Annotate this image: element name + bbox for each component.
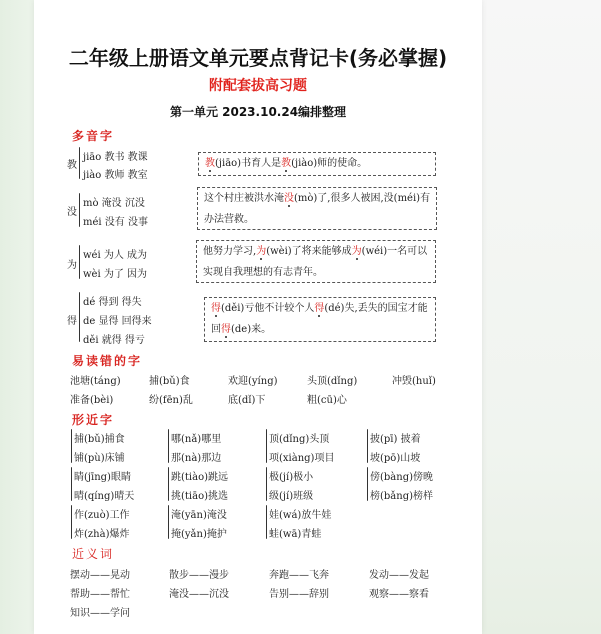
similar-char: 项(xiàng)项目: [269, 453, 335, 464]
polyphone-reading: děi 就得 得亏: [83, 335, 145, 346]
synonym-pair: 告别——辞别: [269, 589, 329, 600]
brace: [79, 193, 80, 227]
document-page: [34, 0, 482, 634]
synonym-pair: 帮助——帮忙: [70, 589, 130, 600]
polyphone-reading: dé 得到 得失: [83, 297, 142, 308]
page-subtitle: 附配套拔高习题: [209, 78, 307, 94]
brace: [367, 429, 368, 463]
misread-word: 池塘(táng): [70, 376, 121, 387]
similar-char: 榜(bǎng)榜样: [370, 491, 434, 502]
synonym-pair: 摆动——晃动: [70, 570, 130, 581]
polyphone-char: 得: [67, 316, 77, 327]
section-synonym: 近义词: [72, 547, 115, 561]
misread-word: 纷(fēn)乱: [149, 395, 193, 406]
similar-char: 睛(jīng)眼睛: [74, 472, 131, 483]
example-sentence-box: [197, 187, 437, 230]
example-sentence: 得(děi)亏他不计较个人得(dé)失,丢失的国宝才能回得(de)来。: [211, 303, 428, 335]
brace: [79, 245, 80, 279]
similar-char: 捕(bǔ)捕食: [74, 434, 125, 445]
similar-char: 那(nà)那边: [171, 453, 222, 464]
polyphone-char: 为: [67, 260, 77, 271]
background-shade: [482, 0, 601, 634]
similar-char: 炸(zhà)爆炸: [74, 529, 130, 540]
similar-char: 淹(yān)淹没: [171, 510, 227, 521]
brace: [367, 467, 368, 501]
similar-char: 傍(bàng)傍晚: [370, 472, 434, 483]
polyphone-reading: jiāo 教书 教课: [83, 152, 148, 163]
similar-char: 顶(dǐng)头顶: [269, 434, 330, 445]
misread-word: 准备(bèi): [70, 395, 114, 406]
brace: [168, 467, 169, 501]
misread-word: 欢迎(yíng): [228, 376, 278, 387]
similar-char: 蛙(wā)青蛙: [269, 529, 322, 540]
misread-word: 冲毁(huǐ): [392, 376, 436, 387]
similar-char: 挑(tiāo)挑选: [171, 491, 229, 502]
similar-char: 晴(qíng)晴天: [74, 491, 135, 502]
brace: [71, 467, 72, 501]
similar-char: 跳(tiào)跳远: [171, 472, 229, 483]
similar-char: 铺(pù)床铺: [74, 453, 125, 464]
similar-char: 坡(pō)山坡: [370, 453, 421, 464]
unit-line: 第一单元 2023.10.24编排整理: [169, 105, 347, 119]
polyphone-reading: méi 没有 没事: [83, 217, 148, 228]
synonym-pair: 淹没——沉没: [169, 589, 229, 600]
example-sentence: 他努力学习,为(wèi)了将来能够成为(wéi)一名可以实现自我理想的有志青年。: [203, 246, 428, 278]
polyphone-reading: de 显得 回得来: [83, 316, 152, 327]
brace: [71, 505, 72, 539]
page-title: 二年级上册语文单元要点背记卡(务必掌握): [68, 46, 448, 70]
polyphone-char: 没: [67, 207, 77, 218]
brace: [79, 292, 80, 342]
brace: [266, 467, 267, 501]
similar-char: 极(jí)极小: [269, 472, 314, 483]
section-similar: 形近字: [72, 413, 115, 427]
similar-char: 娃(wá)放牛娃: [269, 510, 332, 521]
example-sentence-box: [204, 297, 436, 342]
synonym-pair: 发动——发起: [369, 570, 429, 581]
synonym-pair: 观察——察看: [369, 589, 429, 600]
polyphone-reading: jiào 教师 教室: [83, 170, 148, 181]
example-sentence-box: [196, 240, 436, 283]
synonym-pair: 散步——漫步: [169, 570, 229, 581]
similar-char: 掩(yǎn)掩护: [171, 529, 227, 540]
brace: [266, 505, 267, 539]
example-sentence: 这个村庄被洪水淹没(mò)了,很多人被困,没(méi)有办法营救。: [204, 193, 431, 225]
similar-char: 披(pī) 披着: [370, 434, 421, 445]
section-misread: 易读错的字: [72, 354, 143, 368]
misread-word: 粗(cū)心: [307, 395, 347, 406]
brace: [168, 505, 169, 539]
polyphone-char: 教: [67, 160, 77, 171]
similar-char: 哪(nǎ)哪里: [171, 434, 222, 445]
synonym-pair: 奔跑——飞奔: [269, 570, 329, 581]
section-polyphone: 多音字: [72, 129, 115, 143]
misread-word: 头顶(dǐng): [307, 376, 358, 387]
misread-word: 捕(bǔ)食: [149, 376, 190, 387]
polyphone-reading: wéi 为人 成为: [83, 250, 148, 261]
misread-word: 底(dǐ)下: [228, 395, 266, 406]
brace: [79, 147, 80, 179]
brace: [266, 429, 267, 463]
similar-char: 作(zuò)工作: [74, 510, 130, 521]
brace: [168, 429, 169, 463]
synonym-pair: 知识——学问: [70, 608, 130, 619]
example-sentence: 教(jiāo)书育人是教(jiào)师的使命。: [205, 158, 368, 169]
polyphone-reading: mò 淹没 沉没: [83, 198, 145, 209]
brace: [71, 429, 72, 463]
example-sentence-box: [198, 152, 436, 176]
polyphone-reading: wèi 为了 因为: [83, 269, 148, 280]
similar-char: 级(jí)班级: [269, 491, 314, 502]
